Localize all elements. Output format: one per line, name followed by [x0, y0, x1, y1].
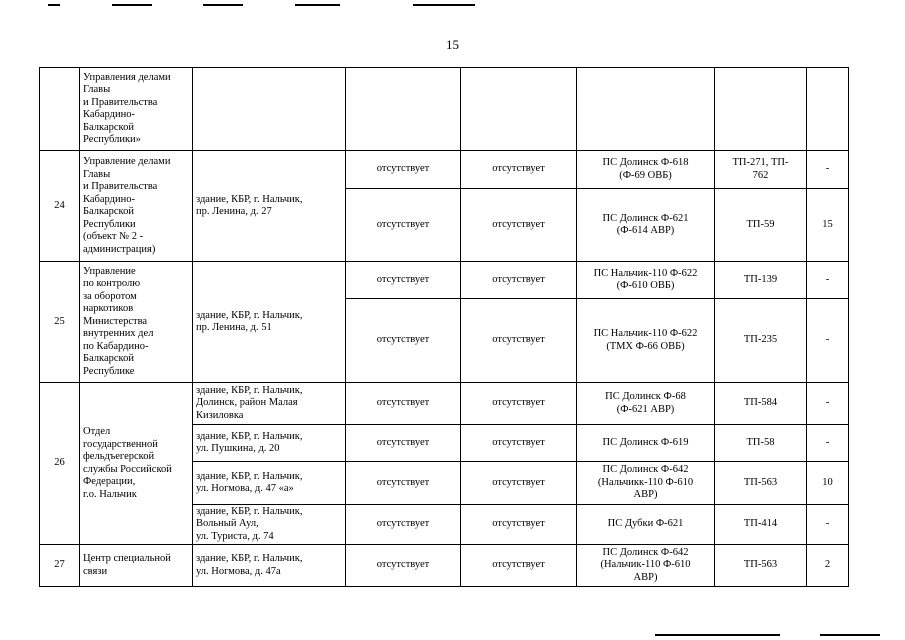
organization-name: Управление по контролю за оборотом наркотиков Министерства внутренних дел по Кабардино- Балкарской Республике — [80, 262, 193, 383]
organization-name: Управление делами Главы и Правительства Кабардино- Балкарской Республики (объект № 2 - администрация) — [80, 151, 193, 262]
address-cell: здание, КБР, г. Нальчик, Долинск, район Малая Кизиловка — [193, 383, 346, 425]
cell-col4: отсутствует — [346, 462, 461, 505]
cell-col4: отсутствует — [346, 425, 461, 462]
address-cell: здание, КБР, г. Нальчик, ул. Ногмова, д. 47а — [193, 545, 346, 587]
substation-cell: ПС Долинск Ф-68 (Ф-621 АВР) — [577, 383, 715, 425]
substation-cell: ПС Долинск Ф-618 (Ф-69 ОВБ) — [577, 151, 715, 189]
substation-cell: ПС Долинск Ф-642 (Нальчикк-110 Ф-610 АВР) — [577, 462, 715, 505]
substation-cell: ПС Долинск Ф-642 (Нальчик-110 Ф-610 АВР) — [577, 545, 715, 587]
row-number — [40, 68, 80, 151]
scan-mark — [48, 4, 60, 6]
substation-cell — [577, 68, 715, 151]
row-number: 27 — [40, 545, 80, 587]
cell-col4: отсутствует — [346, 262, 461, 299]
table-row — [40, 383, 849, 425]
cell-col5: отсутствует — [461, 383, 577, 425]
substation-cell: ПС Нальчик-110 Ф-622 (Ф-610 ОВБ) — [577, 262, 715, 299]
row-number: 26 — [40, 383, 80, 545]
cell-col4: отсутствует — [346, 151, 461, 189]
cell-col5: отсутствует — [461, 505, 577, 545]
table-row — [40, 545, 849, 587]
organization-name: Управления делами Главы и Правительства Кабардино- Балкарской Республики» — [80, 68, 193, 151]
address-cell: здание, КБР, г. Нальчик, Вольный Аул, ул. Туриста, д. 74 — [193, 505, 346, 545]
last-cell: - — [807, 425, 849, 462]
address-cell: здание, КБР, г. Нальчик, ул. Пушкина, д. 20 — [193, 425, 346, 462]
substation-cell: ПС Долинск Ф-619 — [577, 425, 715, 462]
last-cell: - — [807, 299, 849, 383]
last-cell: - — [807, 505, 849, 545]
cell-col5: отсутствует — [461, 425, 577, 462]
cell-col4: отсутствует — [346, 383, 461, 425]
table-row — [40, 68, 849, 151]
scan-mark — [203, 4, 243, 6]
cell-col4: отсутствует — [346, 299, 461, 383]
last-cell: - — [807, 262, 849, 299]
last-cell: 2 — [807, 545, 849, 587]
last-cell — [807, 68, 849, 151]
cell-col4: отсутствует — [346, 545, 461, 587]
substation-cell: ПС Дубки Ф-621 — [577, 505, 715, 545]
last-cell: 10 — [807, 462, 849, 505]
row-number: 24 — [40, 151, 80, 262]
cell-col5: отсутствует — [461, 545, 577, 587]
scan-mark — [820, 634, 880, 636]
address-cell: здание, КБР, г. Нальчик, пр. Ленина, д. 51 — [193, 262, 346, 383]
organization-name: Отдел государственной фельдъегерской службы Российской Федерации, г.о. Нальчик — [80, 383, 193, 545]
scan-mark — [295, 4, 340, 6]
scan-mark — [112, 4, 152, 6]
last-cell: - — [807, 151, 849, 189]
address-cell: здание, КБР, г. Нальчик, пр. Ленина, д. 27 — [193, 151, 346, 262]
tp-cell: ТП-59 — [715, 189, 807, 262]
substation-cell: ПС Долинск Ф-621 (Ф-614 АВР) — [577, 189, 715, 262]
tp-cell: ТП-584 — [715, 383, 807, 425]
table-row — [40, 262, 849, 299]
cell-col4: отсутствует — [346, 505, 461, 545]
page-number: 15 — [446, 37, 459, 52]
tp-cell: ТП-58 — [715, 425, 807, 462]
cell-col5 — [461, 68, 577, 151]
tp-cell: ТП-235 — [715, 299, 807, 383]
scan-mark — [655, 634, 780, 636]
row-number: 25 — [40, 262, 80, 383]
tp-cell: ТП-414 — [715, 505, 807, 545]
tp-cell: ТП-563 — [715, 545, 807, 587]
last-cell: - — [807, 383, 849, 425]
tp-cell: ТП-271, ТП- 762 — [715, 151, 807, 189]
address-cell — [193, 68, 346, 151]
table-row — [40, 151, 849, 189]
data-table — [39, 67, 849, 587]
cell-col4 — [346, 68, 461, 151]
cell-col5: отсутствует — [461, 151, 577, 189]
cell-col5: отсутствует — [461, 462, 577, 505]
cell-col5: отсутствует — [461, 262, 577, 299]
cell-col5: отсутствует — [461, 299, 577, 383]
last-cell: 15 — [807, 189, 849, 262]
tp-cell — [715, 68, 807, 151]
substation-cell: ПС Нальчик-110 Ф-622 (ТМХ Ф-66 ОВБ) — [577, 299, 715, 383]
tp-cell: ТП-139 — [715, 262, 807, 299]
cell-col5: отсутствует — [461, 189, 577, 262]
cell-col4: отсутствует — [346, 189, 461, 262]
organization-name: Центр специальной связи — [80, 545, 193, 587]
tp-cell: ТП-563 — [715, 462, 807, 505]
scan-mark — [413, 4, 475, 6]
address-cell: здание, КБР, г. Нальчик, ул. Ногмова, д. 47 «а» — [193, 462, 346, 505]
